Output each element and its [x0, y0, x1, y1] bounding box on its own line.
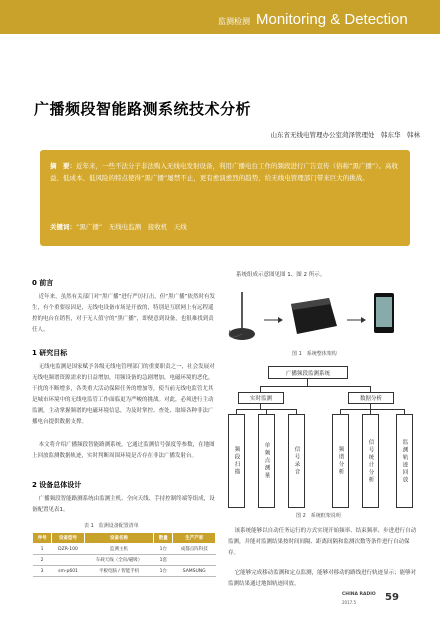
article-title: 广播频段智能路测系统技术分析 — [34, 100, 252, 118]
section-1-body2: 本文将介绍广播频段智能路测系统，它通过监测信号强度等参数，在地图上回放监测数据轨迹，实时判断周围环境是否存在非法广播发射台。 — [32, 442, 215, 459]
tree-leaf: 信号统计分析 — [362, 414, 379, 508]
table-header: 序号 — [33, 533, 52, 544]
section-0-title: 0 前言 — [32, 279, 54, 287]
tree-leaf: 频谱分析 — [332, 414, 349, 508]
section-2-body: 广播频段智能路测系统由监测主机、全向天线、手持控制终端等组成，设备配置见表1。 — [32, 496, 215, 513]
section-1-body: 无线电监测是国家赋予各级无线电管理部门的重要职责之一，社会发展对无线电频谱资源需求的日益增加，用频设备的急剧增加，电磁环境的恶化，干扰的不断增多，各类重大活动保障任务的增加等，使当前无线电监管尤其是城市环境中的无线电监管工作面临更为严峻的挑战。对此，必须进行主动监测，主动掌握频谱的电磁环境信息，为及时掌控、查处、取缔各种非法广播电台提供数据支撑。 — [32, 364, 215, 425]
table-cell: 监测主机 — [84, 544, 153, 555]
figure-1-caption: 图 1 系统整体架构 — [292, 351, 337, 357]
right-body: 该系统能够以自动任务运行的方式实现开始频率、结束频率、步进进行自动监测，并能对监测结果按时间间隔、距离间隔和监测次数等条件进行自动保存。 — [228, 528, 417, 556]
table-cell: 平板电脑 / 智能手机 — [84, 566, 153, 577]
table-header: 设备名称 — [84, 533, 153, 544]
tree-connector — [340, 409, 404, 410]
table-caption: 表 1 监测设备配置清单 — [84, 523, 139, 529]
table-cell: 1 — [33, 544, 52, 555]
tree-leaf: 单频点测量 — [258, 414, 275, 508]
table-row — [33, 555, 216, 566]
tablet-icon — [373, 292, 395, 334]
arrow-icon — [262, 310, 284, 320]
keywords — [50, 222, 400, 231]
table-cell: DZR-100 — [52, 544, 85, 555]
table-cell: 1台 — [154, 566, 173, 577]
table-cell: SAMSUNG — [173, 566, 216, 577]
table-header: 设备型号 — [52, 533, 85, 544]
table-cell: 2 — [33, 555, 52, 566]
figure-intro: 系统组成示意图见图 1、图 2 所示。 — [236, 272, 326, 278]
table-cell: sm-p601 — [52, 566, 85, 577]
issue-date: 2017.5 — [342, 600, 356, 605]
arrow-icon — [345, 310, 367, 320]
table-cell: 1台 — [154, 544, 173, 555]
receiver-icon — [285, 296, 340, 336]
tree-connector — [307, 379, 308, 386]
table-row — [33, 566, 216, 577]
table-cell — [52, 555, 85, 566]
figure-2-caption: 图 2 系统框架说明 — [296, 513, 341, 519]
section-label: 监测检测 — [218, 17, 250, 26]
abstract — [50, 160, 400, 184]
keywords-text: “黑广播” 无线电监测 接收机 天线 — [76, 223, 187, 231]
tree-leaf: 信号录音 — [288, 414, 305, 508]
tree-leaf: 监测轨迹回放 — [396, 414, 413, 508]
right-body2: 它能够完成移动监测和定点监测，能够对移动的路线进行轨迹显示；能够对监测结果通过地图轨迹回放。 — [228, 570, 417, 587]
section-1-title: 1 研究目标 — [32, 349, 68, 357]
tree-connector — [260, 386, 370, 387]
antenna-icon — [222, 290, 262, 344]
section-title-en: Monitoring & Detection — [256, 11, 408, 28]
table-cell: 成都点阵科技 — [173, 544, 216, 555]
keywords-label: 关键词： — [50, 223, 76, 231]
table-cell: 3 — [33, 566, 52, 577]
magazine-name: CHINA RADIO — [342, 592, 376, 597]
section-2-title: 2 设备总体设计 — [32, 481, 82, 489]
table-cell — [173, 555, 216, 566]
tree-branch-realtime: 实时监测 — [238, 392, 284, 404]
page-number: 59 — [385, 592, 399, 603]
equipment-table — [32, 532, 216, 577]
table-row — [33, 544, 216, 555]
tree-branch-analysis: 数据分析 — [348, 392, 394, 404]
table-cell: 1套 — [154, 555, 173, 566]
tree-leaf: 频段扫描 — [228, 414, 245, 508]
table-header: 数量 — [154, 533, 173, 544]
table-header: 生产产家 — [173, 533, 216, 544]
article-author: 山东省无线电管理办公室菏泽管理处 韩东华 韩林 — [270, 131, 420, 139]
abstract-text: 近年来，一些不法分子非法购入无线电发射设备，利用广播电台工作的频段进行广告宣传（俗称“黑广播”）。高收益、低成本、低风险的特点使得“黑广播”屡禁不止，更有愈演愈烈的趋势，给无线电管理部门带来巨大的挑战。 — [50, 162, 398, 182]
abstract-label: 摘 要： — [50, 162, 76, 170]
section-0-body: 近年来，虽然有关部门对“黑广播”进行严厉打击，但“黑广播”依然时有发生，有个重要原因是，无线电设备市场是开放的，特别是互联网上有远程遥控的电台在销售，对于无人值守的“黑广播”，即便意到设备，也很难找到责任人。 — [32, 294, 215, 333]
tree-root: 广播频段监测系统 — [268, 366, 348, 379]
table-cell: 车载天线（全向/磁吸） — [84, 555, 153, 566]
